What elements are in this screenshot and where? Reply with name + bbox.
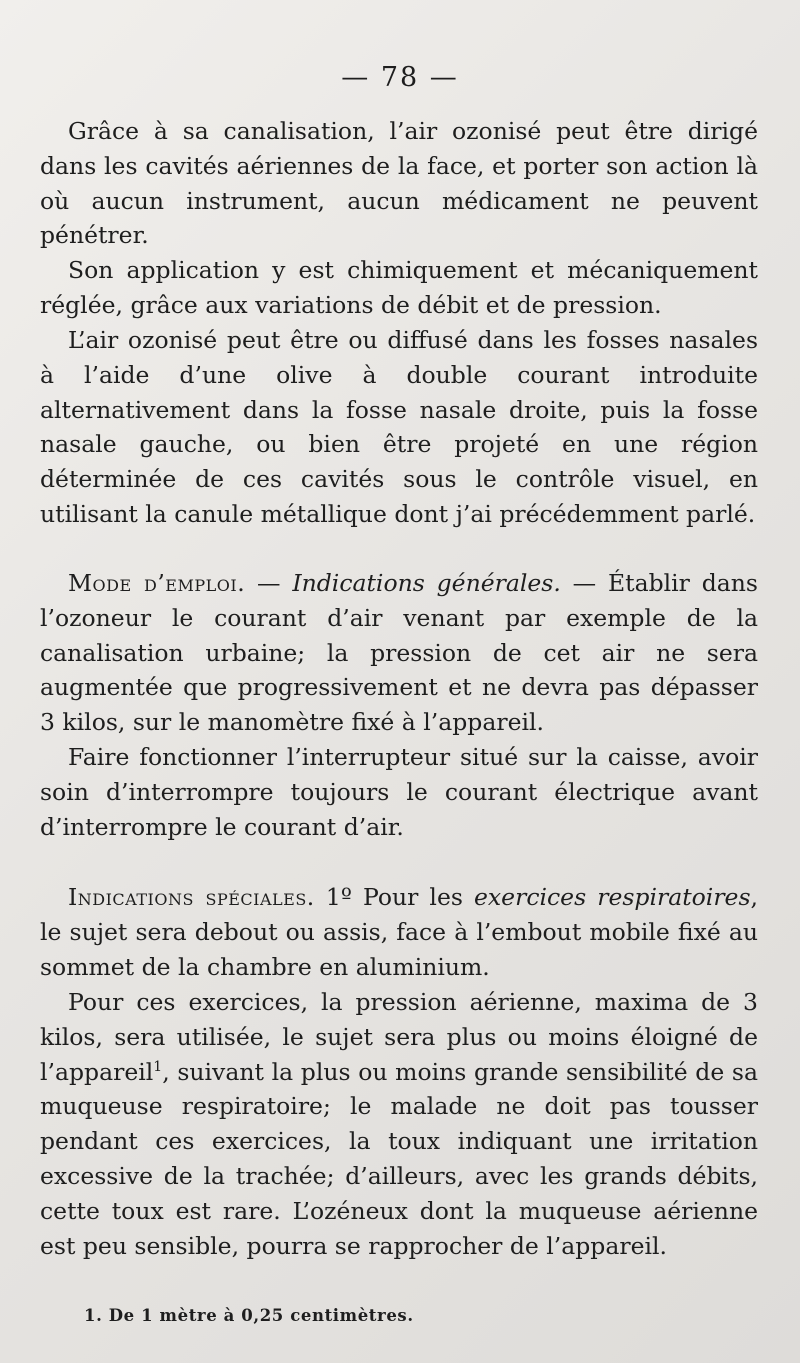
paragraph-diffusion: L’air ozonisé peut être ou diffusé dans les fosses nasales à l’aide d’une olive à double courant introduite alternativement dans la fosse nasale droite, puis la fosse nasale gauche, ou bien être projeté en une région déterminée de ces cavités sous le contrôle visuel, en utilisant la canule métallique dont j’ai précédemment parlé.: [40, 326, 758, 528]
footnote: 1. De 1 mètre à 0,25 centimètres.: [84, 1306, 414, 1325]
paragraph-application: Son application y est chimiquement et mécaniquement réglée, grâce aux variations de débit et de pression.: [40, 256, 758, 319]
paragraph-mode-emploi: [40, 566, 758, 740]
paragraph-interrupteur: Faire fonctionner l’interrupteur situé sur la caisse, avoir soin d’interrompre toujours le courant électrique avant d’interrompre le courant d’air.: [40, 743, 758, 841]
emphasis-exercices-respiratoires: exercices respiratoires: [474, 883, 751, 911]
paragraph-canalisation: Grâce à sa canalisation, l’air ozonisé peut être dirigé dans les cavités aériennes de la face, et porter son action là où aucun instrument, aucun médicament ne peuvent pénétrer.: [40, 117, 758, 250]
section-heading-mode-emploi: Mode d’emploi.: [68, 569, 246, 597]
paragraph-text: Établir dans l’ozoneur le courant d’air venant par exemple de la canalisation urbaine; la pression de cet air ne sera augmentée que progressivement et ne devra pas dépasser 3 kilos, sur le manomètre fixé à l’appareil.: [40, 569, 758, 737]
footnote-reference: 1: [153, 1058, 163, 1075]
paragraph-text: 1º Pour les: [314, 883, 475, 911]
paragraph-text: Pour ces exercices, la pression aérienne, maxima de 3 kilos, sera utilisée, le sujet sera plus ou moins éloigné de l’appareil: [40, 988, 758, 1086]
dash-separator: —: [245, 569, 293, 597]
subheading-indications-generales: Indications générales.: [292, 569, 561, 597]
dash-separator: —: [560, 569, 608, 597]
paragraph-text: , le sujet sera debout ou assis, face à l’embout mobile fixé au sommet de la chambre en aluminium.: [40, 883, 759, 981]
section-heading-indications-speciales: Indications spéciales.: [68, 883, 315, 911]
paragraph-text: , suivant la plus ou moins grande sensibilité de sa muqueuse respiratoire; le malade ne doit pas tousser pendant ces exercices, la toux indiquant une irritation excessive de la trachée; d’ailleurs, avec les grands débits, cette toux est rare. L’ozéneux dont la muqueuse aérienne est peu sensible, pourra se rapprocher de l’appareil.: [40, 1057, 758, 1260]
paragraph-indications-speciales: [40, 880, 758, 984]
page-number: — 78 —: [341, 62, 459, 93]
paragraph-exercices: [40, 985, 758, 1263]
